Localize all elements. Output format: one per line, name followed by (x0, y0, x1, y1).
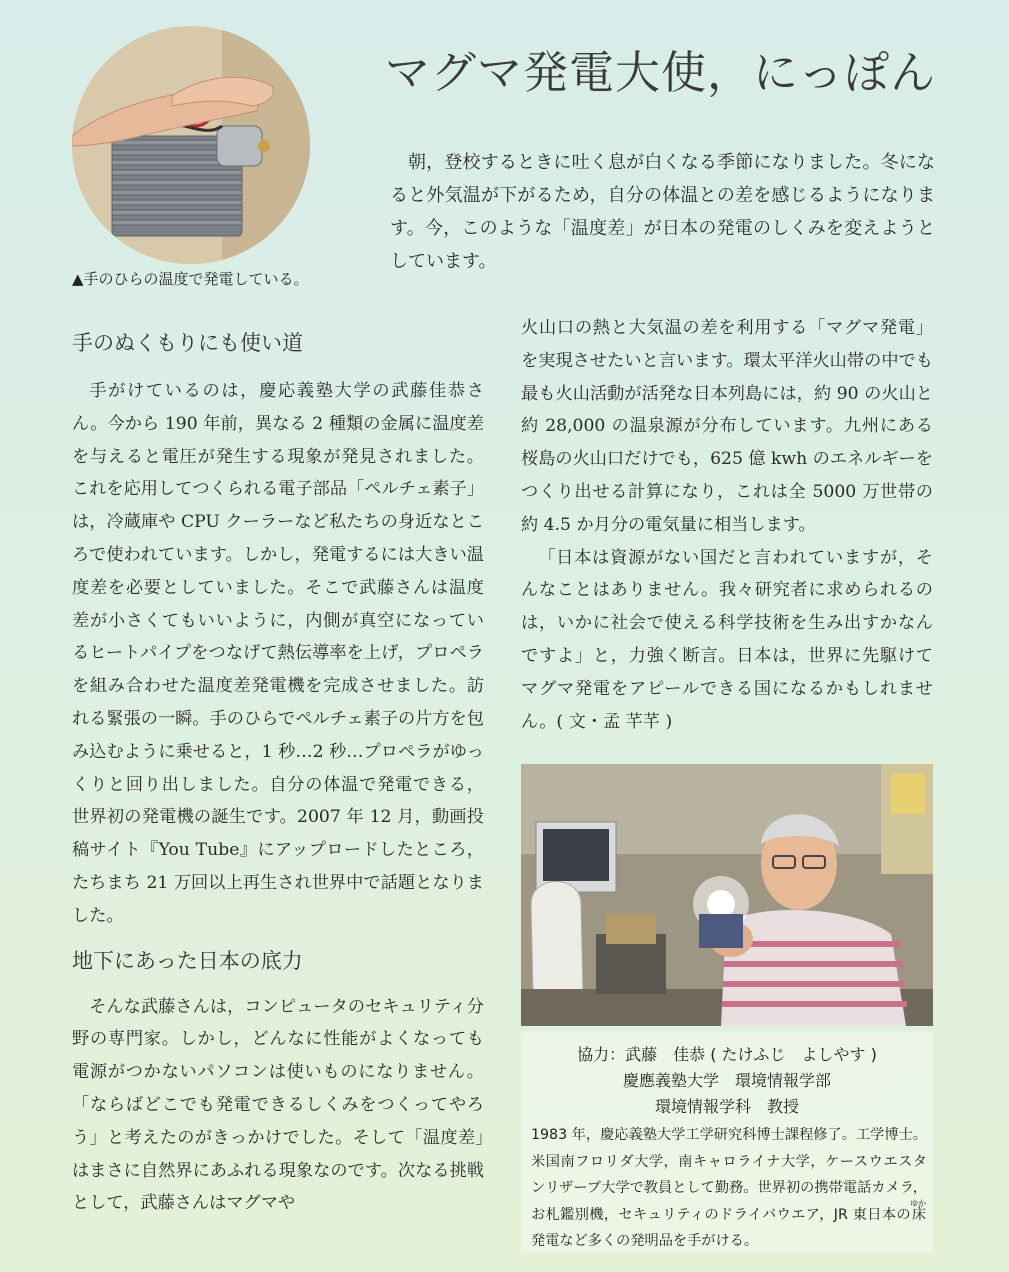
page-title: マグマ発電大使，にっぽん (385, 46, 937, 99)
quote-paragraph: 「日本は資源がない国だと言われていますが，そんなことはありません。我々研究者に求められるのは，いかに社会で使える科学技術を生み出すかなんですよ」と，力強く断言。日本は，世界に先駆けてマグマ発電をアピールできる国になるかもしれません。( 文・孟 芊芊 ) (521, 547, 933, 732)
generator-photo (72, 26, 310, 264)
ruby-base: 床 (910, 1206, 927, 1223)
left-column (72, 320, 484, 1220)
professor-illustration (521, 764, 933, 1026)
section-heading-2: 地下にあった日本の底力 (72, 948, 303, 973)
section-2-continuation: 火山口の熱と大気温の差を利用する「マグマ発電」を実現させたいと言います。環太平洋火山帯の中でも最も火山活動が活発な日本列島には，約 90 の火山と約 28,000 の温泉源が分布しています。九州にある桜島の火山口だけでも，625 億 kwh のエネルギーをつくり出せる計算になり，これは全 5000 万世帯の約 4.5 か月分の電気量に相当します。 (521, 318, 933, 535)
ruby-annotation (910, 1198, 927, 1223)
profile-caption (521, 1032, 933, 1252)
section-1-paragraph: 手がけているのは，慶応義塾大学の武藤佳恭さん。今から 190 年前，異なる 2 種類の金属に温度差を与えると電圧が発生する現象が発見されました。これを応用してつくられる電子部品「ペルチェ素子」は，冷蔵庫や CPU クーラーなど私たちの身近なところで使われています。しかし，発電するには大きい温度差を必要としていました。そこで武藤さんは温度差が小さくてもいいように，内側が真空になっているヒートパイプをつなげて熱伝導率を上げ，プロペラを組み合わせた温度差発電機を完成させました。訪れる緊張の一瞬。手のひらでペルチェ素子の片方を包み込むように乗せると，1 秒…2 秒…プロペラがゆっくりと回り出しました。自分の体温で発電できる，世界初の発電機の誕生です。2007 年 12 月，動画投稿サイト『You Tube』にアップロードしたところ，たちまち 21 万回以上再生され世界中で話題となりました。 (72, 381, 484, 926)
section-heading-1: 手のぬくもりにも使い道 (72, 331, 303, 355)
profile-position: 環境情報学科 教授 (654, 1097, 799, 1116)
profile-bio-text-end: 発電など多くの発明品を手がける。 (531, 1233, 759, 1249)
professor-photo (521, 764, 933, 1026)
profile-bio-text: 1983 年，慶応義塾大学工学研究科博士課程修了。工学博士。米国南フロリダ大学，南キャロライナ大学，ケースウエスタンリザーブ大学で教員として勤務。世界初の携帯電話カメラ，お札鑑別機，セキュリティのドライバウエア，JR 東日本の (531, 1127, 927, 1223)
generator-illustration (72, 26, 310, 264)
intro-paragraph: 朝，登校するときに吐く息が白くなる季節になりました。冬になると外気温が下がるため，自分の体温との差を感じるようになります。今，このような「温度差」が日本の発電のしくみを変えようとしています。 (390, 152, 935, 272)
profile-affiliation: 慶應義塾大学 環境情報学部 (622, 1071, 831, 1090)
right-column (521, 312, 933, 738)
photo-caption: ▲手のひらの温度で発電している。 (72, 270, 309, 288)
profile-bio (531, 1122, 927, 1255)
ruby-text: ゆか (910, 1198, 927, 1208)
section-2-paragraph: そんな武藤さんは，コンピュータのセキュリティ分野の専門家。しかし，どんなに性能がよくなっても電源がつかないパソコンは使いものになりません。「ならばどこでも発電できるしくみをつくってやろう」と考えたのがきっかけでした。そして「温度差」はまさに自然界にあふれる現象なのです。次なる挑戦として，武藤さんはマグマや (72, 996, 484, 1214)
profile-name: 協力：武藤 佳恭 ( たけふじ よしやす ) (577, 1045, 877, 1064)
